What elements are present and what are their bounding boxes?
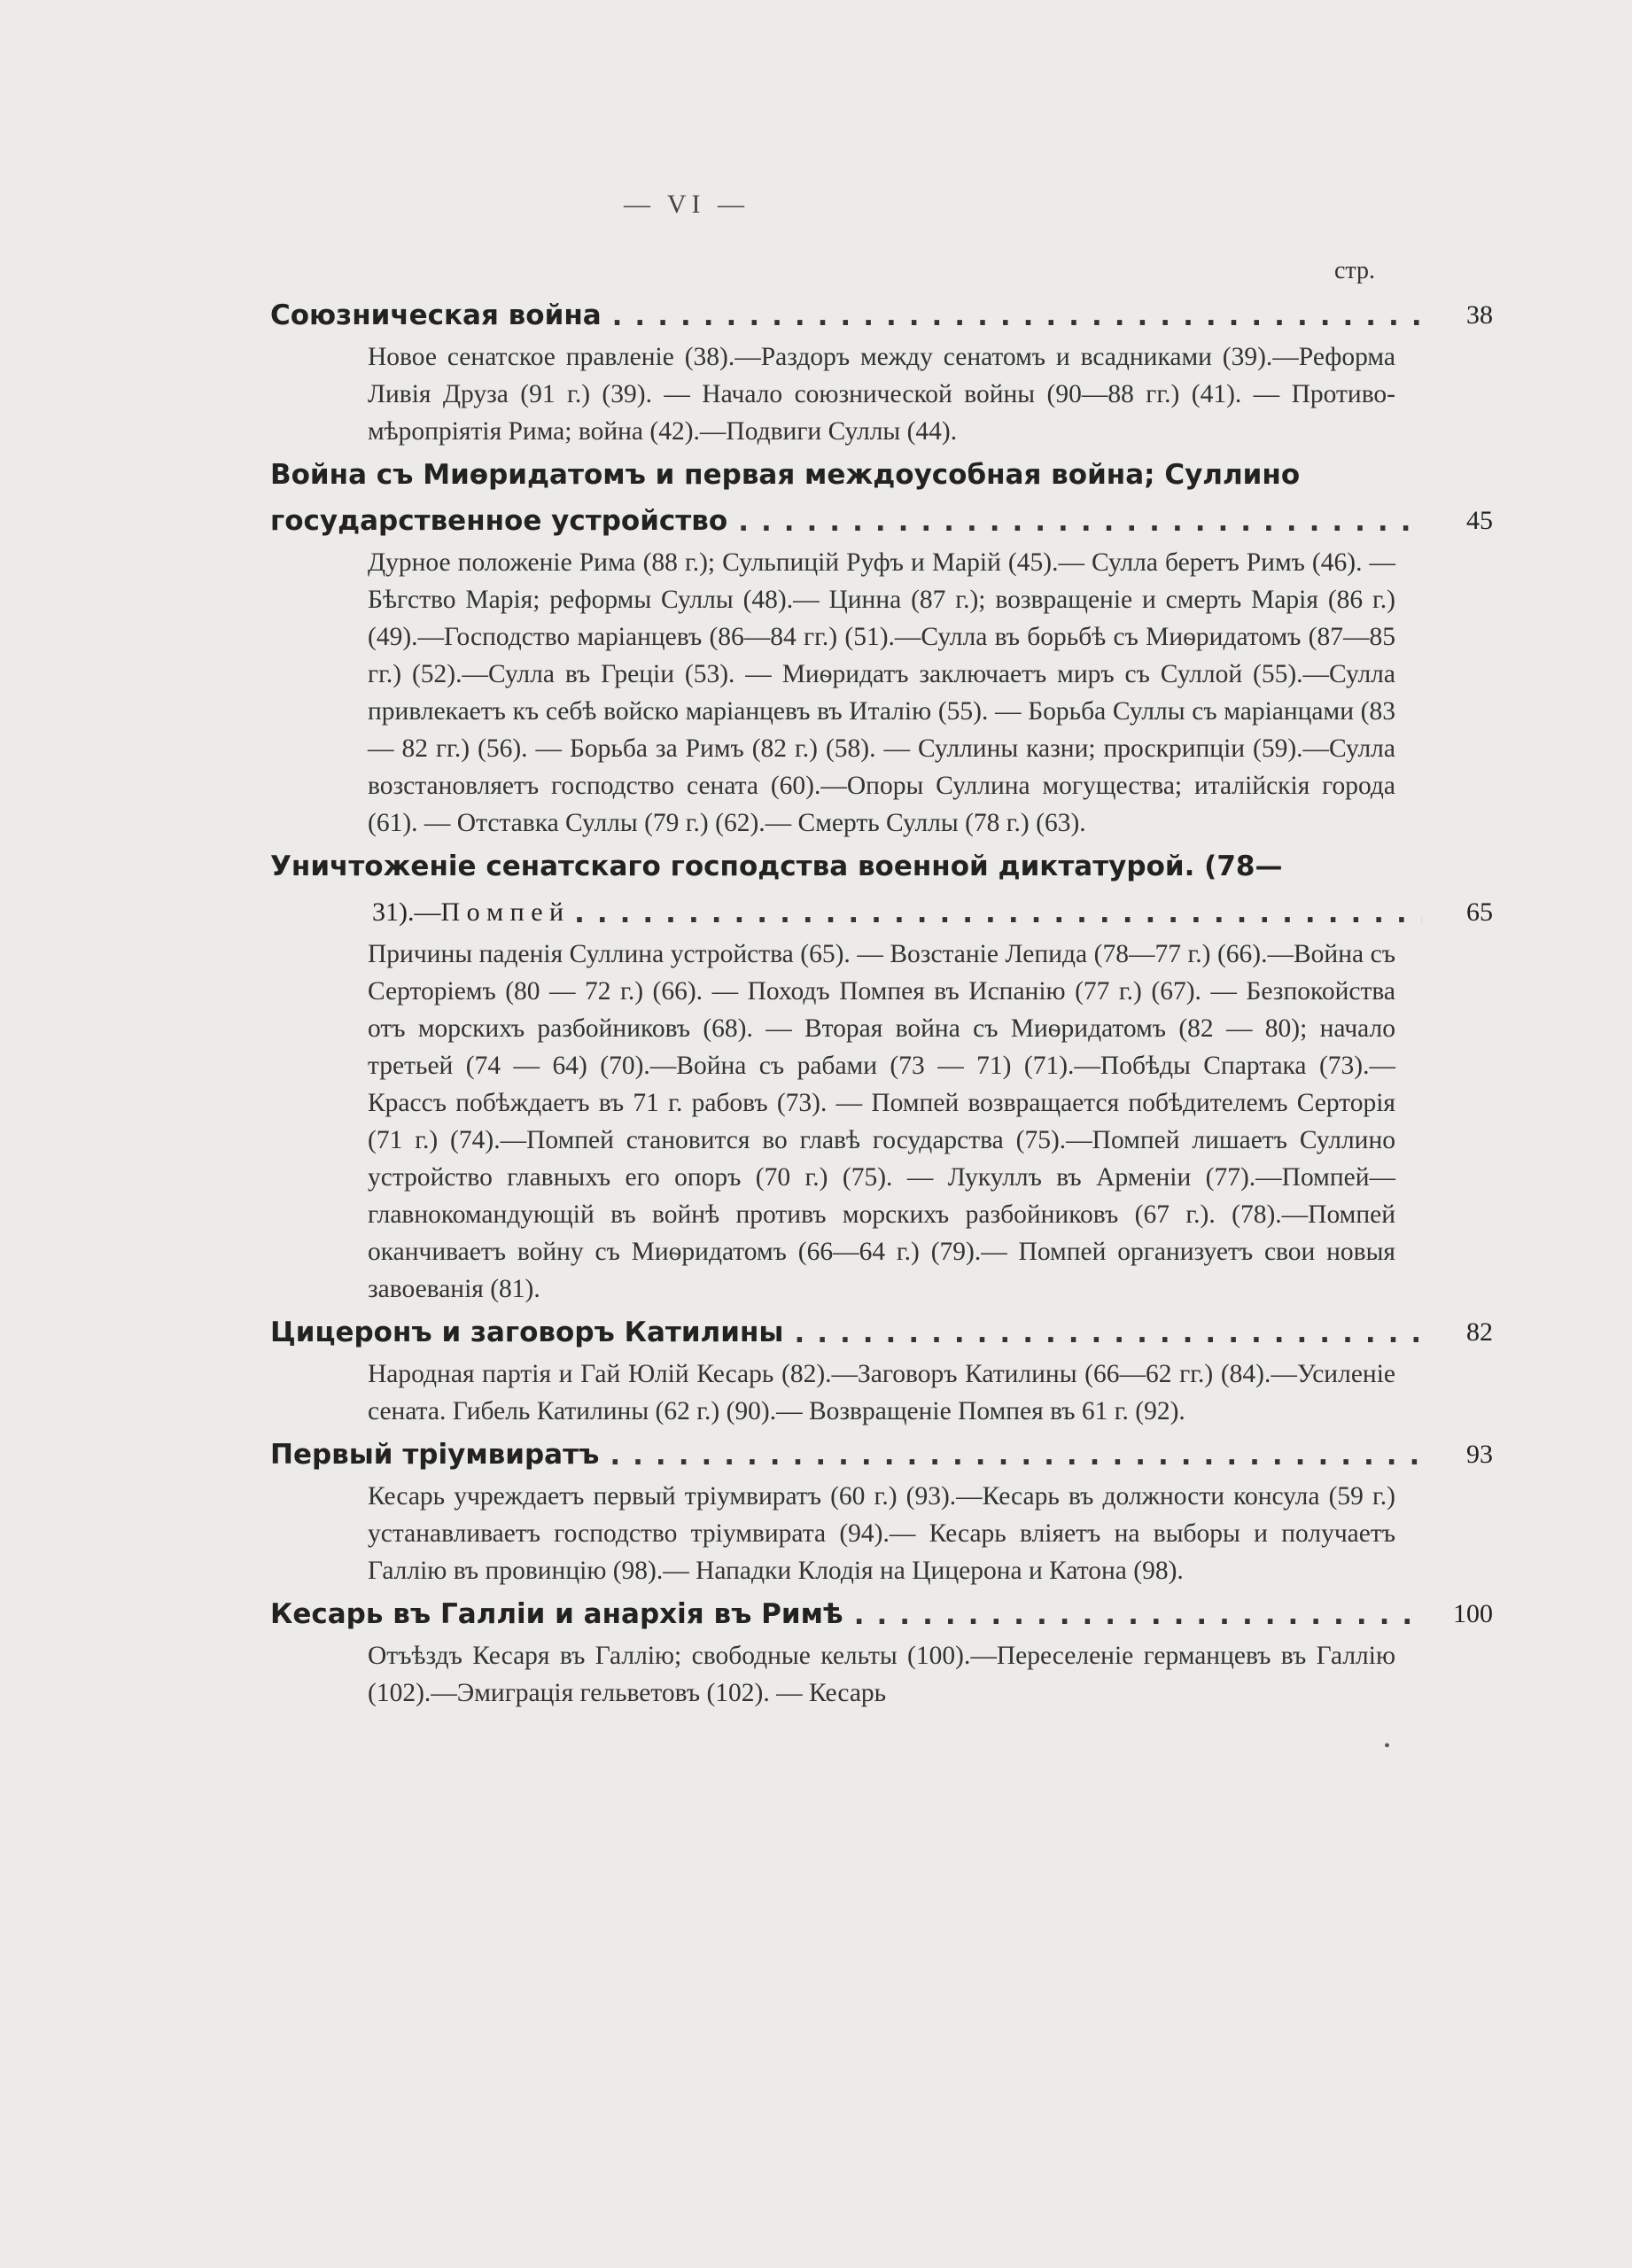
- toc-entry-title: Цицеронъ и заговоръ Катилины: [270, 1317, 784, 1348]
- toc-entry-title-continued: государственное устройство: [270, 505, 728, 537]
- toc-entry-page: 93: [1466, 1440, 1493, 1469]
- toc-entry-heading: [270, 292, 1493, 338]
- toc-entry-heading: [270, 1591, 1493, 1637]
- page-folio: — VI —: [623, 190, 750, 219]
- dot-leader: [612, 310, 1422, 328]
- toc-entry-page: 82: [1466, 1317, 1493, 1347]
- toc-entry-page: 45: [1466, 506, 1493, 535]
- toc-entry-title: Союзническая война: [270, 299, 602, 331]
- toc-entry-title: Кесарь въ Галліи и анархія въ Римѣ: [270, 1598, 843, 1630]
- toc-entry-heading: [270, 452, 1493, 544]
- dot-leader: [610, 1449, 1422, 1467]
- toc-entry-title-continued: 31).—П о м п е й: [372, 897, 564, 927]
- toc-entry-title: Война съ Миѳридатомъ и первая междоусобная война; Суллино: [270, 459, 1301, 491]
- toc-entry-title: Первый тріумвиратъ: [270, 1439, 600, 1471]
- toc-entry-description: Причины паденія Суллина устройства (65). — Возстаніе Лепида (78—77 г.) (66).—Война съ Серторіемъ (80 — 72 г.) (66). — Походъ Помпея въ Испанію (77 г.) (67). — Безпокойства отъ морскихъ разбойниковъ (68). — Вторая война съ Миѳридатомъ (82 — 80); начало третьей (74 — 64) (70).—Война съ рабами (73 — 71) (71).—Побѣды Спартака (73).—Крассъ побѣждаетъ въ 71 г. рабовъ (73). — Помпей возвращается побѣдителемъ Серторія (71 г.) (74).—Помпей становится во главѣ государства (75).—Помпей лишаетъ Суллино устройство главныхъ его опоръ (70 г.) (75). — Лукуллъ въ Арменіи (77).—Помпей— главнокомандующій въ войнѣ противъ морскихъ разбойниковъ (67 г.). (78).—Помпей оканчиваетъ войну съ Миѳридатомъ (66—64 г.) (79).— Помпей организуетъ свои новыя завоеванія (81).: [368, 940, 1395, 1303]
- toc-entry-description: Кесарь учреждаетъ первый тріумвиратъ (60 г.) (93).—Кесарь въ должности консула (59 г.) устанавливаетъ господство тріумвирата (94).— Кесарь вліяетъ на выборы и получаетъ Галлію въ провинцію (98).— Нападки Клодія на Цицерона и Катона (98).: [368, 1482, 1395, 1585]
- toc-entry-description: Дурное положеніе Рима (88 г.); Сульпицій Руфъ и Марій (45).— Сулла беретъ Римъ (46). — Бѣгство Марія; реформы Суллы (48).— Цинна (87 г.); возвращеніе и смерть Марія (86 г.) (49).—Господство маріанцевъ (86—84 гг.) (51).—Сулла въ борьбѣ съ Миѳридатомъ (87—85 гг.) (52).—Сулла въ Греціи (53). — Миѳридатъ заключаетъ миръ съ Суллой (55).—Сулла привлекаетъ къ себѣ войско маріанцевъ въ Италію (55). — Борьба Суллы съ маріанцами (83 — 82 гг.) (56). — Борьба за Римъ (82 г.) (58). — Суллины казни; проскрипціи (59).—Сулла возстановляетъ господство сената (60).—Опоры Суллина могущества; италійскія города (61). — Отставка Суллы (79 г.) (62).— Смерть Суллы (78 г.) (63).: [368, 548, 1395, 837]
- dot-leader: [794, 1327, 1422, 1345]
- page-column-label: стр.: [1333, 257, 1375, 284]
- toc-entry-description: Новое сенатское правленіе (38).—Раздоръ между сенатомъ и всадниками (39).—Реформа Ливія Друза (91 г.) (39). — Начало союзнической войны (90—88 гг.) (41). — Противо-мѣропріятія Рима; война (42).—Подвиги Суллы (44).: [368, 343, 1395, 446]
- toc-entry: [270, 843, 1493, 1308]
- table-of-contents: [270, 292, 1493, 1713]
- dot-leader: [738, 516, 1422, 533]
- toc-entry: [270, 452, 1493, 842]
- toc-entry-description: Отъѣздъ Кесаря въ Галлію; свободные кельты (100).—Переселеніе германцевъ въ Галлію (102).—Эмиграція гельветовъ (102). — Кесарь: [368, 1642, 1395, 1707]
- toc-entry-heading: [270, 1309, 1493, 1355]
- ink-speck: •: [1384, 1736, 1391, 1756]
- dot-leader: [574, 907, 1422, 925]
- toc-entry-heading: [270, 843, 1493, 936]
- toc-entry: [270, 1309, 1493, 1430]
- toc-entry: [270, 1432, 1493, 1589]
- toc-entry: [270, 1591, 1493, 1712]
- dot-leader: [854, 1609, 1422, 1627]
- toc-entry-page: 65: [1466, 897, 1493, 927]
- toc-entry: [270, 292, 1493, 450]
- toc-entry-title: Уничтоженіе сенатскаго господства военной диктатурой. (78—: [270, 850, 1283, 882]
- toc-entry-heading: [270, 1432, 1493, 1478]
- toc-entry-page: 38: [1466, 300, 1493, 330]
- toc-entry-page: 100: [1453, 1599, 1493, 1628]
- toc-entry-description: Народная партія и Гай Юлій Кесарь (82).—Заговоръ Катилины (66—62 гг.) (84).—Усиленіе сената. Гибель Катилины (62 г.) (90).— Возвращеніе Помпея въ 61 г. (92).: [368, 1360, 1395, 1425]
